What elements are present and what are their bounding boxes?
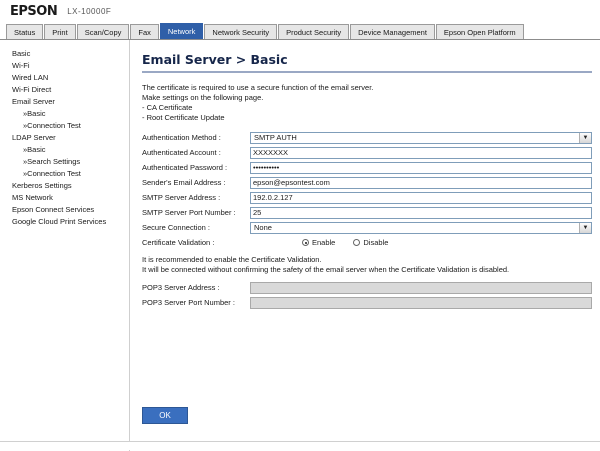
smtp-server-address-input[interactable] [250,192,592,204]
tab-scan-copy[interactable]: Scan/Copy [77,24,130,39]
pop3-server-port-number-input[interactable] [250,297,592,309]
sidebar-item-basic[interactable]: »Basic [23,109,46,118]
field-control [250,147,592,159]
ok-button[interactable]: OK [142,407,188,424]
field-label: POP3 Server Port Number : [142,298,235,307]
radio-label: Disable [363,238,389,247]
field-control [250,282,592,294]
form-row [142,176,592,189]
tab-print[interactable]: Print [44,24,75,39]
smtp-server-port-number-input[interactable] [250,207,592,219]
radio-icon[interactable] [353,239,360,246]
field-label: SMTP Server Port Number : [142,208,236,217]
radio-icon[interactable] [302,239,309,246]
tab-status[interactable]: Status [6,24,43,39]
footer-bar [0,441,600,450]
form-row [142,221,592,234]
form-row [142,131,592,144]
field-control [250,192,592,204]
field-label: Secure Connection : [142,223,210,232]
sidebar-item-connection-test[interactable]: »Connection Test [23,169,81,178]
tab-fax[interactable]: Fax [130,24,159,39]
sidebar-item-kerberos-settings[interactable]: Kerberos Settings [12,181,72,190]
intro-text [142,83,592,123]
epson-logo: EPSON [10,3,58,19]
sidebar-item-email-server[interactable]: Email Server [12,97,55,106]
authenticated-password-input[interactable] [250,162,592,174]
radio-option-enable[interactable] [302,238,335,247]
intro-line: Make settings on the following page. [142,93,264,102]
field-label: SMTP Server Address : [142,193,221,202]
sidebar-item-wired-lan[interactable]: Wired LAN [12,73,49,82]
page-content [0,40,600,451]
authentication-method-select[interactable] [250,132,592,144]
sidebar-item-search-settings[interactable]: »Search Settings [23,157,81,166]
field-label: Authenticated Password : [142,163,228,172]
form-row [142,206,592,219]
certificate-validation-note [142,255,592,275]
form-row [142,146,592,159]
intro-line: - CA Certificate [142,103,193,112]
sidebar-item-basic[interactable]: »Basic [23,145,46,154]
tab-device-management[interactable]: Device Management [350,24,435,39]
form-row [142,296,592,309]
field-control [250,132,592,144]
intro-line: - Root Certificate Update [142,113,225,122]
sender-s-email-address-input[interactable] [250,177,592,189]
printer-model-label: LX-10000F [67,6,112,16]
sidebar-item-google-cloud-print-services[interactable]: Google Cloud Print Services [12,217,107,226]
sidebar-item-ldap-server[interactable]: LDAP Server [12,133,56,142]
email-server-form [142,131,592,234]
sidebar-item-ms-network[interactable]: MS Network [12,193,53,202]
tab-product-security[interactable]: Product Security [278,24,349,39]
authenticated-account-input[interactable] [250,147,592,159]
note-line: It will be connected without confirming the safety of the email server when the Certificate Validation is disabled. [142,265,510,274]
field-control [250,162,592,174]
field-control [250,222,592,234]
form-row [142,161,592,174]
field-label: Authentication Method : [142,133,221,142]
sidebar-item-wi-fi[interactable]: Wi-Fi [12,61,30,70]
pop3-form [142,281,592,309]
tab-epson-open-platform[interactable]: Epson Open Platform [436,24,524,39]
certificate-validation-label: Certificate Validation : [142,238,215,247]
tab-network[interactable]: Network [160,23,204,39]
note-line: It is recommended to enable the Certificate Validation. [142,255,322,264]
secure-connection-select[interactable] [250,222,592,234]
field-label: Sender's Email Address : [142,178,226,187]
radio-label: Enable [312,238,336,247]
field-control [250,177,592,189]
settings-panel [130,40,600,451]
ok-button-wrapper [142,407,188,424]
form-row [142,191,592,204]
form-row [142,281,592,294]
field-label: Authenticated Account : [142,148,221,157]
field-control [250,207,592,219]
select-value: SMTP AUTH [254,133,297,142]
tab-network-security[interactable]: Network Security [204,24,277,39]
app-header [0,0,600,23]
select-value: None [254,223,272,232]
sidebar-item-basic[interactable]: Basic [12,49,31,58]
certificate-validation-row [142,236,592,249]
sidebar-item-connection-test[interactable]: »Connection Test [23,121,81,130]
certificate-validation-radio-group [250,237,592,249]
field-control [250,297,592,309]
sidebar-item-epson-connect-services[interactable]: Epson Connect Services [12,205,95,214]
sidebar-item-wi-fi-direct[interactable]: Wi-Fi Direct [12,85,52,94]
page-title: Email Server > Basic [142,52,592,73]
chevron-down-icon[interactable]: ▼ [579,223,591,233]
intro-line: The certificate is required to use a secure function of the email server. [142,83,374,92]
chevron-down-icon[interactable]: ▼ [579,133,591,143]
sidebar-nav [0,40,130,451]
field-label: POP3 Server Address : [142,283,220,292]
main-tab-bar [0,23,600,40]
radio-option-disable[interactable] [353,238,388,247]
pop3-server-address-input[interactable] [250,282,592,294]
